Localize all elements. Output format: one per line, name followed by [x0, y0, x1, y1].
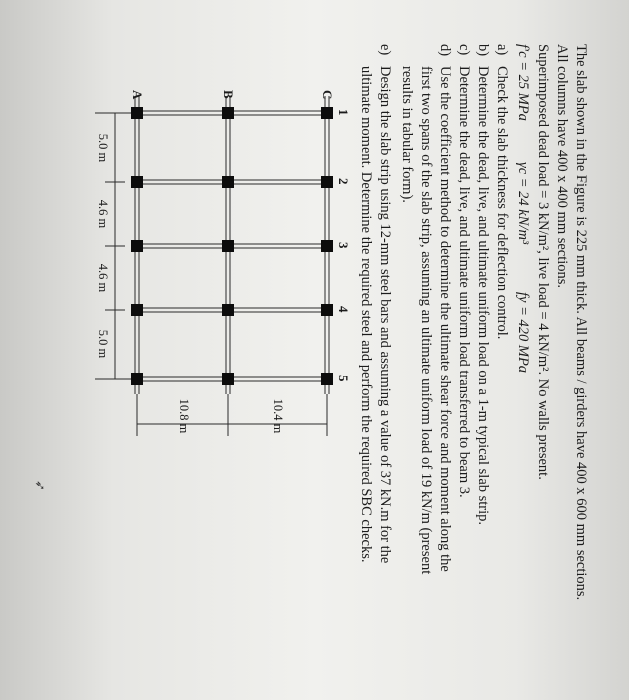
column-line-label-4: 4 — [336, 306, 351, 313]
row-line-label-B: B — [221, 90, 236, 99]
pointer-cursor-icon: ➶ — [33, 480, 48, 491]
material-fy: fy = 420 MPa — [515, 292, 531, 374]
problem-intro-line-3: Superimposed dead load = 3 kN/m², live load = 4 kN/m². No walls present. — [535, 44, 551, 480]
row-line-label-C: C — [320, 90, 335, 100]
column-B4 — [222, 304, 234, 316]
span-dim-4: 5.0 m — [96, 329, 110, 359]
column-line-label-1: 1 — [336, 109, 351, 116]
problem-intro-line-2: All columns have 400 x 400 mm sections. — [554, 44, 570, 289]
row-dim-1: 10.4 m — [271, 398, 285, 434]
task-item-a: a)Check the slab thickness for deflection control. — [494, 44, 510, 340]
task-item-e-line-2: ultimate moment. Determine the required steel and perform the required SBC checks. — [358, 66, 374, 563]
column-C3 — [321, 240, 333, 252]
task-item-d-line-3: results in tabular form). — [399, 66, 415, 203]
task-item-b: b)Determine the dead, live, and ultimate uniform load on a 1-m typical slab strip. — [475, 44, 491, 526]
column-A1 — [131, 107, 143, 119]
column-A2 — [131, 176, 143, 188]
column-B2 — [222, 176, 234, 188]
rotated-problem-sheet — [30, 44, 590, 684]
problem-intro-line-1: The slab shown in the Figure is 225 mm thick. All beams / girders have 400 x 600 mm sections. — [573, 44, 589, 601]
column-C4 — [321, 304, 333, 316]
row-dim-2: 10.8 m — [177, 398, 191, 434]
column-A4 — [131, 304, 143, 316]
column-line-label-5: 5 — [336, 375, 351, 382]
column-line-label-2: 2 — [336, 178, 351, 185]
task-item-d-line-2: first two spans of the slab strip, assuming an ultimate uniform load of 19 kN/m (present — [418, 66, 434, 575]
column-A3 — [131, 240, 143, 252]
material-fc: f'c = 25 MPa — [515, 44, 531, 121]
task-item-d: d)Use the coefficient method to determine the ultimate shear force and moment along the — [437, 44, 453, 572]
row-line-label-A: A — [130, 90, 145, 100]
span-dim-3: 4.6 m — [96, 263, 110, 293]
material-gamma: γc = 24 kN/m³ — [515, 162, 531, 245]
column-A5 — [131, 373, 143, 385]
slab-plan-figure — [30, 44, 590, 684]
span-dim-1: 5.0 m — [96, 133, 110, 163]
column-C1 — [321, 107, 333, 119]
column-C2 — [321, 176, 333, 188]
column-B5 — [222, 373, 234, 385]
column-C5 — [321, 373, 333, 385]
column-line-label-3: 3 — [336, 242, 351, 249]
task-item-c: c)Determine the dead, live, and ultimate uniform load transferred to beam 3. — [456, 44, 472, 498]
column-B1 — [222, 107, 234, 119]
column-B3 — [222, 240, 234, 252]
span-dim-2: 4.6 m — [96, 199, 110, 229]
task-item-e: e)Design the slab strip using 12-mm steel bars and assuming a value of 37 kN.m for the — [377, 44, 393, 564]
